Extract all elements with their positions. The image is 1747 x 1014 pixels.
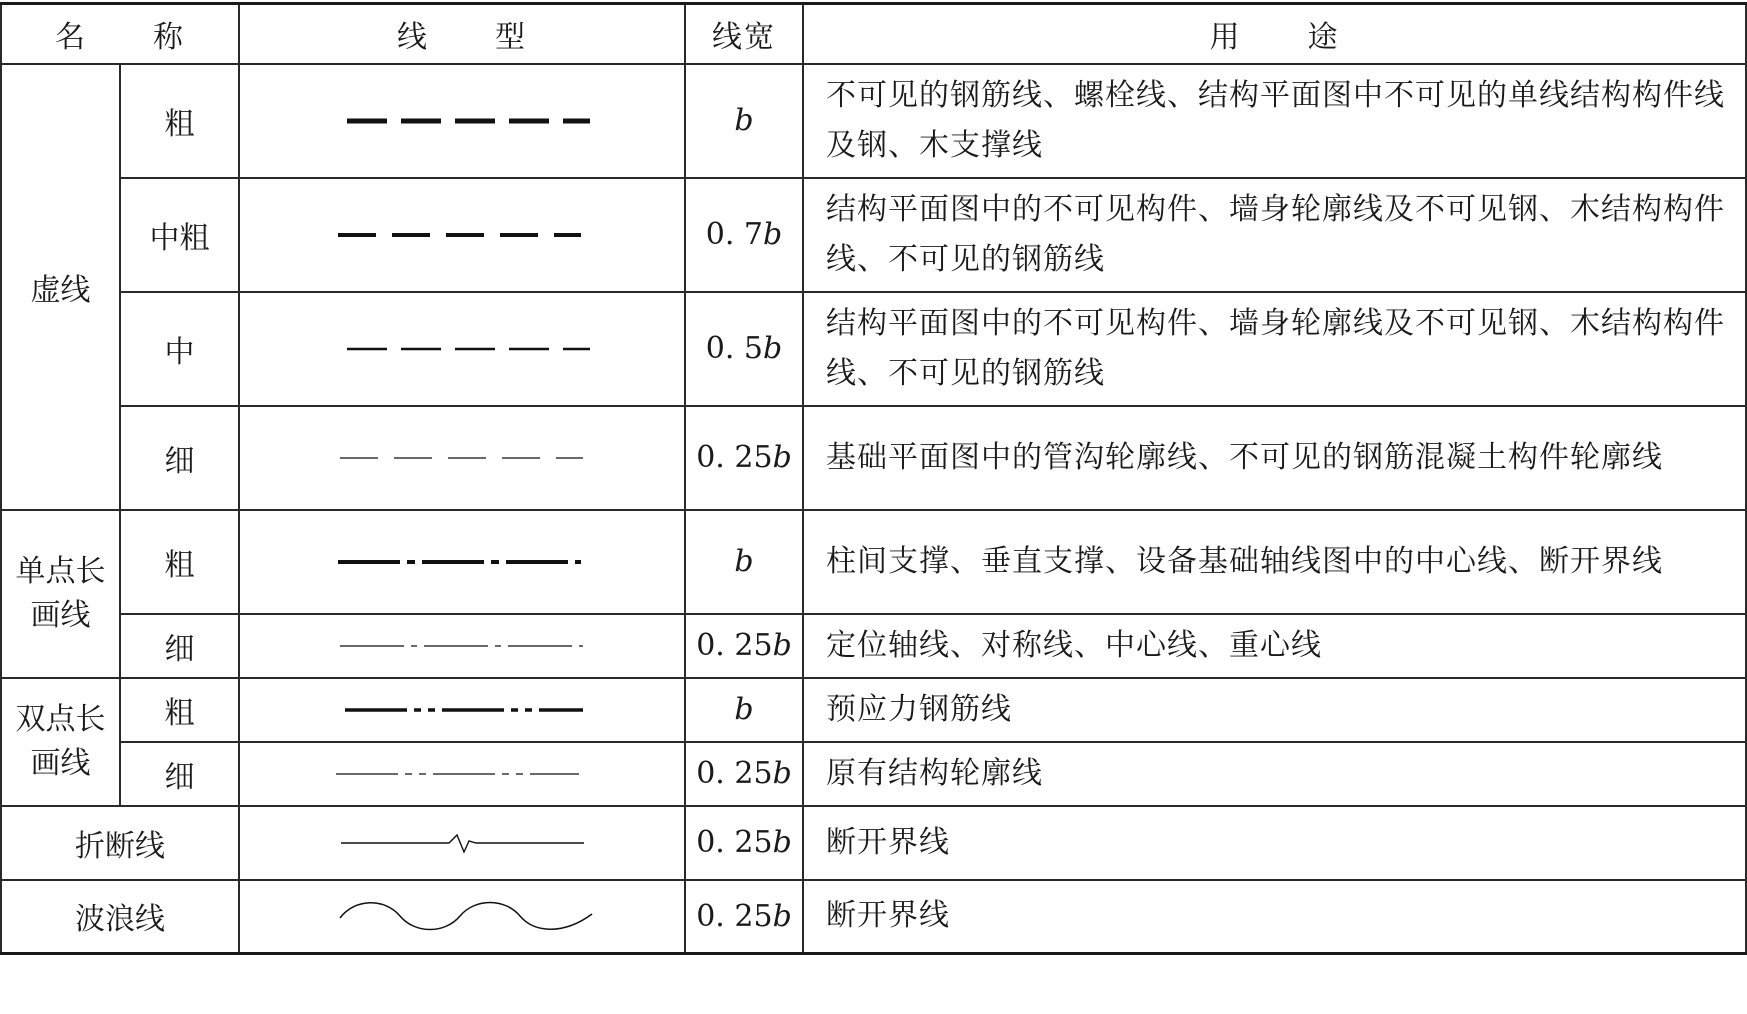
line-sample-cell <box>239 64 685 178</box>
table-row <box>1 678 1746 742</box>
usage-text: 断开界线 <box>803 806 1746 880</box>
table-row <box>1 292 1746 406</box>
dashed-thick-sample <box>240 106 685 136</box>
group-name-single-dot: 单点长画线 <box>1 510 120 678</box>
table-row <box>1 178 1746 292</box>
line-width: 0. 25b <box>685 880 803 954</box>
double-dot-thin-sample <box>240 759 685 789</box>
line-width: 0. 25b <box>685 806 803 880</box>
table-row <box>1 742 1746 806</box>
dashed-medium-thick-sample <box>240 220 685 250</box>
wave-line-sample <box>240 894 685 938</box>
sub-name: 细 <box>120 614 239 678</box>
line-width: b <box>685 510 803 614</box>
line-width: 0. 5b <box>685 292 803 406</box>
header-usage: 用 途 <box>803 4 1746 64</box>
single-dot-thick-sample <box>240 547 685 577</box>
usage-text: 预应力钢筋线 <box>803 678 1746 742</box>
table-row <box>1 510 1746 614</box>
sub-name: 中粗 <box>120 178 239 292</box>
line-sample-cell <box>239 880 685 954</box>
sub-name: 细 <box>120 742 239 806</box>
group-name-break: 折断线 <box>1 806 239 880</box>
sub-name: 粗 <box>120 510 239 614</box>
header-line-width: 线宽 <box>685 4 803 64</box>
dashed-medium-sample <box>240 334 685 364</box>
table-row <box>1 406 1746 510</box>
line-sample-cell <box>239 742 685 806</box>
table-row <box>1 880 1746 954</box>
usage-text: 柱间支撑、垂直支撑、设备基础轴线图中的中心线、断开界线 <box>803 510 1746 614</box>
usage-text: 不可见的钢筋线、螺栓线、结构平面图中不可见的单线结构构件线及钢、木支撑线 <box>803 64 1746 178</box>
usage-text: 结构平面图中的不可见构件、墙身轮廓线及不可见钢、木结构构件线、不可见的钢筋线 <box>803 178 1746 292</box>
dashed-thin-sample <box>240 443 685 473</box>
line-width: b <box>685 64 803 178</box>
line-width: b <box>685 678 803 742</box>
line-type-table <box>0 2 1747 955</box>
line-sample-cell <box>239 292 685 406</box>
group-name-double-dot: 双点长画线 <box>1 678 120 806</box>
usage-text: 原有结构轮廓线 <box>803 742 1746 806</box>
group-name-dashed: 虚线 <box>1 64 120 510</box>
group-name-wave: 波浪线 <box>1 880 239 954</box>
line-width: 0. 25b <box>685 614 803 678</box>
header-line-type: 线 型 <box>239 4 685 64</box>
line-sample-cell <box>239 614 685 678</box>
sub-name: 中 <box>120 292 239 406</box>
double-dot-thick-sample <box>240 695 685 725</box>
usage-text: 断开界线 <box>803 880 1746 954</box>
line-width: 0. 25b <box>685 742 803 806</box>
sub-name: 细 <box>120 406 239 510</box>
usage-text: 基础平面图中的管沟轮廓线、不可见的钢筋混凝土构件轮廓线 <box>803 406 1746 510</box>
table-row <box>1 64 1746 178</box>
line-width: 0. 7b <box>685 178 803 292</box>
line-sample-cell <box>239 678 685 742</box>
line-sample-cell <box>239 178 685 292</box>
header-name: 名 称 <box>1 4 239 64</box>
usage-text: 结构平面图中的不可见构件、墙身轮廓线及不可见钢、木结构构件线、不可见的钢筋线 <box>803 292 1746 406</box>
usage-text: 定位轴线、对称线、中心线、重心线 <box>803 614 1746 678</box>
break-line-sample <box>240 823 685 863</box>
header-row <box>1 4 1746 64</box>
sub-name: 粗 <box>120 64 239 178</box>
single-dot-thin-sample <box>240 631 685 661</box>
sub-name: 粗 <box>120 678 239 742</box>
line-sample-cell <box>239 510 685 614</box>
line-sample-cell <box>239 806 685 880</box>
line-width: 0. 25b <box>685 406 803 510</box>
table-row <box>1 614 1746 678</box>
line-sample-cell <box>239 406 685 510</box>
table-row <box>1 806 1746 880</box>
